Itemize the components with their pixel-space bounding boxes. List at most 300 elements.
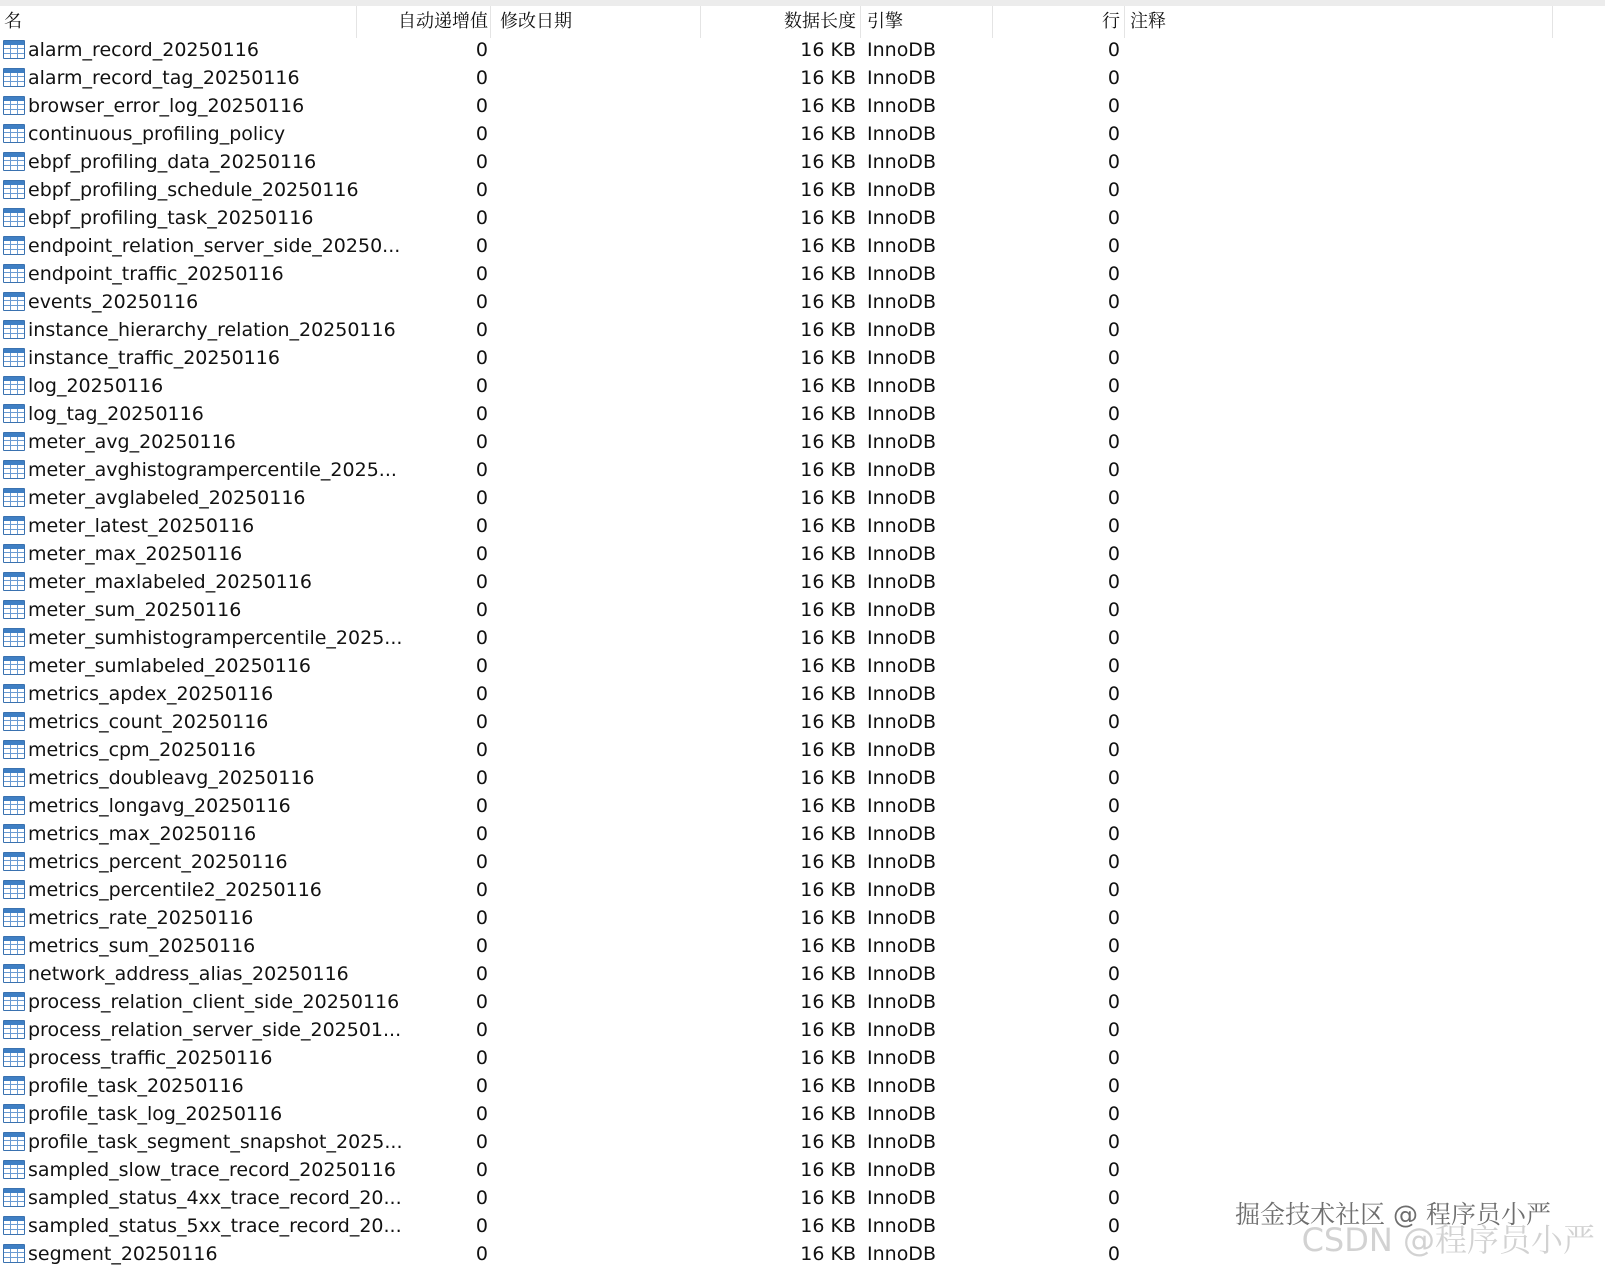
table-row[interactable]	[0, 372, 1605, 400]
rows-cell: 0	[1107, 991, 1120, 1013]
data-length-cell: 16 KB	[800, 431, 856, 453]
column-header-name[interactable]: 名	[4, 11, 22, 32]
table-icon	[3, 796, 25, 815]
auto-increment-cell: 0	[475, 767, 488, 789]
engine-cell: InnoDB	[867, 1019, 936, 1041]
table-icon	[3, 1244, 25, 1263]
table-row[interactable]	[0, 876, 1605, 904]
table-name-cell: meter_avghistogrampercentile_2025...	[28, 459, 397, 481]
engine-cell: InnoDB	[867, 1075, 936, 1097]
table-icon	[3, 40, 25, 59]
rows-cell: 0	[1107, 95, 1120, 117]
table-name-cell: endpoint_relation_server_side_20250...	[28, 235, 401, 257]
data-length-cell: 16 KB	[800, 935, 856, 957]
table-row[interactable]	[0, 316, 1605, 344]
data-length-cell: 16 KB	[800, 375, 856, 397]
table-icon	[3, 180, 25, 199]
table-name-cell: meter_avglabeled_20250116	[28, 487, 306, 509]
engine-cell: InnoDB	[867, 151, 936, 173]
table-name-cell: metrics_max_20250116	[28, 823, 257, 845]
engine-cell: InnoDB	[867, 403, 936, 425]
engine-cell: InnoDB	[867, 851, 936, 873]
data-length-cell: 16 KB	[800, 487, 856, 509]
table-row[interactable]	[0, 64, 1605, 92]
auto-increment-cell: 0	[475, 487, 488, 509]
table-name-cell: meter_avg_20250116	[28, 431, 236, 453]
auto-increment-cell: 0	[475, 459, 488, 481]
engine-cell: InnoDB	[867, 543, 936, 565]
table-row[interactable]	[0, 428, 1605, 456]
table-row[interactable]	[0, 204, 1605, 232]
table-icon	[3, 1048, 25, 1067]
engine-cell: InnoDB	[867, 711, 936, 733]
column-divider[interactable]	[490, 6, 491, 38]
column-header-modified-date[interactable]: 修改日期	[500, 11, 572, 32]
rows-cell: 0	[1107, 879, 1120, 901]
table-icon	[3, 1188, 25, 1207]
table-row[interactable]	[0, 624, 1605, 652]
table-row[interactable]	[0, 456, 1605, 484]
auto-increment-cell: 0	[475, 1187, 488, 1209]
rows-cell: 0	[1107, 851, 1120, 873]
table-row[interactable]	[0, 176, 1605, 204]
column-header-engine[interactable]: 引擎	[867, 11, 903, 32]
auto-increment-cell: 0	[475, 1215, 488, 1237]
rows-cell: 0	[1107, 767, 1120, 789]
data-length-cell: 16 KB	[800, 1047, 856, 1069]
data-length-cell: 16 KB	[800, 235, 856, 257]
rows-cell: 0	[1107, 123, 1120, 145]
data-length-cell: 16 KB	[800, 1243, 856, 1265]
rows-cell: 0	[1107, 263, 1120, 285]
table-icon	[3, 712, 25, 731]
table-name-cell: ebpf_profiling_data_20250116	[28, 151, 317, 173]
rows-cell: 0	[1107, 487, 1120, 509]
auto-increment-cell: 0	[475, 823, 488, 845]
auto-increment-cell: 0	[475, 151, 488, 173]
table-name-cell: profile_task_log_20250116	[28, 1103, 283, 1125]
data-length-cell: 16 KB	[800, 1019, 856, 1041]
rows-cell: 0	[1107, 1019, 1120, 1041]
rows-cell: 0	[1107, 291, 1120, 313]
data-length-cell: 16 KB	[800, 1075, 856, 1097]
auto-increment-cell: 0	[475, 39, 488, 61]
table-name-cell: log_tag_20250116	[28, 403, 204, 425]
table-icon	[3, 1160, 25, 1179]
auto-increment-cell: 0	[475, 627, 488, 649]
engine-cell: InnoDB	[867, 991, 936, 1013]
auto-increment-cell: 0	[475, 543, 488, 565]
table-row[interactable]	[0, 960, 1605, 988]
table-icon	[3, 264, 25, 283]
auto-increment-cell: 0	[475, 655, 488, 677]
table-icon	[3, 628, 25, 647]
auto-increment-cell: 0	[475, 795, 488, 817]
table-icon	[3, 488, 25, 507]
table-name-cell: metrics_percent_20250116	[28, 851, 288, 873]
table-icon	[3, 824, 25, 843]
column-header-comment[interactable]: 注释	[1130, 11, 1166, 32]
table-name-cell: meter_max_20250116	[28, 543, 243, 565]
table-icon	[3, 684, 25, 703]
auto-increment-cell: 0	[475, 1019, 488, 1041]
table-icon	[3, 600, 25, 619]
engine-cell: InnoDB	[867, 683, 936, 705]
table-list	[0, 36, 1605, 1268]
table-row[interactable]	[0, 988, 1605, 1016]
data-length-cell: 16 KB	[800, 67, 856, 89]
engine-cell: InnoDB	[867, 263, 936, 285]
table-icon	[3, 292, 25, 311]
table-icon	[3, 768, 25, 787]
table-icon	[3, 516, 25, 535]
rows-cell: 0	[1107, 179, 1120, 201]
table-row[interactable]	[0, 484, 1605, 512]
table-name-cell: meter_latest_20250116	[28, 515, 255, 537]
table-icon	[3, 1104, 25, 1123]
auto-increment-cell: 0	[475, 375, 488, 397]
column-divider[interactable]	[860, 6, 861, 38]
auto-increment-cell: 0	[475, 879, 488, 901]
data-length-cell: 16 KB	[800, 1159, 856, 1181]
auto-increment-cell: 0	[475, 347, 488, 369]
table-icon	[3, 404, 25, 423]
data-length-cell: 16 KB	[800, 795, 856, 817]
engine-cell: InnoDB	[867, 963, 936, 985]
column-divider[interactable]	[356, 6, 357, 38]
table-icon	[3, 152, 25, 171]
rows-cell: 0	[1107, 1215, 1120, 1237]
rows-cell: 0	[1107, 1103, 1120, 1125]
table-name-cell: meter_maxlabeled_20250116	[28, 571, 312, 593]
table-name-cell: alarm_record_tag_20250116	[28, 67, 300, 89]
table-row[interactable]	[0, 680, 1605, 708]
rows-cell: 0	[1107, 375, 1120, 397]
table-name-cell: meter_sumlabeled_20250116	[28, 655, 312, 677]
rows-cell: 0	[1107, 683, 1120, 705]
table-row[interactable]	[0, 120, 1605, 148]
data-length-cell: 16 KB	[800, 207, 856, 229]
engine-cell: InnoDB	[867, 627, 936, 649]
data-length-cell: 16 KB	[800, 1131, 856, 1153]
table-name-cell: metrics_apdex_20250116	[28, 683, 274, 705]
table-icon	[3, 1020, 25, 1039]
table-icon	[3, 880, 25, 899]
rows-cell: 0	[1107, 571, 1120, 593]
table-icon	[3, 1216, 25, 1235]
engine-cell: InnoDB	[867, 571, 936, 593]
engine-cell: InnoDB	[867, 1187, 936, 1209]
table-name-cell: metrics_sum_20250116	[28, 935, 256, 957]
table-icon	[3, 1132, 25, 1151]
data-length-cell: 16 KB	[800, 851, 856, 873]
rows-cell: 0	[1107, 207, 1120, 229]
table-row[interactable]	[0, 1156, 1605, 1184]
table-icon	[3, 908, 25, 927]
table-name-cell: metrics_count_20250116	[28, 711, 269, 733]
table-name-cell: ebpf_profiling_task_20250116	[28, 207, 314, 229]
rows-cell: 0	[1107, 543, 1120, 565]
engine-cell: InnoDB	[867, 935, 936, 957]
table-icon	[3, 460, 25, 479]
engine-cell: InnoDB	[867, 599, 936, 621]
table-icon	[3, 656, 25, 675]
data-length-cell: 16 KB	[800, 963, 856, 985]
engine-cell: InnoDB	[867, 1243, 936, 1265]
table-row[interactable]	[0, 232, 1605, 260]
data-length-cell: 16 KB	[800, 655, 856, 677]
table-name-cell: endpoint_traffic_20250116	[28, 263, 284, 285]
auto-increment-cell: 0	[475, 1047, 488, 1069]
data-length-cell: 16 KB	[800, 879, 856, 901]
table-row[interactable]	[0, 708, 1605, 736]
table-name-cell: events_20250116	[28, 291, 199, 313]
rows-cell: 0	[1107, 1159, 1120, 1181]
table-row[interactable]	[0, 820, 1605, 848]
table-name-cell: browser_error_log_20250116	[28, 95, 305, 117]
table-name-cell: network_address_alias_20250116	[28, 963, 349, 985]
data-length-cell: 16 KB	[800, 39, 856, 61]
auto-increment-cell: 0	[475, 179, 488, 201]
table-icon	[3, 124, 25, 143]
table-name-cell: metrics_rate_20250116	[28, 907, 254, 929]
table-row[interactable]	[0, 764, 1605, 792]
engine-cell: InnoDB	[867, 1103, 936, 1125]
table-icon	[3, 852, 25, 871]
rows-cell: 0	[1107, 39, 1120, 61]
auto-increment-cell: 0	[475, 1243, 488, 1265]
rows-cell: 0	[1107, 599, 1120, 621]
engine-cell: InnoDB	[867, 515, 936, 537]
engine-cell: InnoDB	[867, 319, 936, 341]
table-row[interactable]	[0, 1128, 1605, 1156]
auto-increment-cell: 0	[475, 235, 488, 257]
auto-increment-cell: 0	[475, 851, 488, 873]
auto-increment-cell: 0	[475, 515, 488, 537]
auto-increment-cell: 0	[475, 67, 488, 89]
watermark-secondary: CSDN @程序员小严	[1301, 1221, 1595, 1259]
table-row[interactable]	[0, 540, 1605, 568]
table-row[interactable]	[0, 904, 1605, 932]
engine-cell: InnoDB	[867, 291, 936, 313]
auto-increment-cell: 0	[475, 991, 488, 1013]
table-row[interactable]	[0, 288, 1605, 316]
table-icon	[3, 572, 25, 591]
engine-cell: InnoDB	[867, 207, 936, 229]
watermark-primary: 掘金技术社区 @ 程序员小严	[1235, 1200, 1551, 1229]
engine-cell: InnoDB	[867, 95, 936, 117]
column-divider[interactable]	[700, 6, 701, 38]
table-row[interactable]	[0, 92, 1605, 120]
table-icon	[3, 68, 25, 87]
auto-increment-cell: 0	[475, 739, 488, 761]
table-row[interactable]	[0, 568, 1605, 596]
table-row[interactable]	[0, 512, 1605, 540]
rows-cell: 0	[1107, 1131, 1120, 1153]
engine-cell: InnoDB	[867, 459, 936, 481]
data-length-cell: 16 KB	[800, 1103, 856, 1125]
table-name-cell: ebpf_profiling_schedule_20250116	[28, 179, 359, 201]
table-name-cell: meter_sumhistogrampercentile_2025...	[28, 627, 403, 649]
table-name-cell: process_relation_client_side_20250116	[28, 991, 400, 1013]
column-divider[interactable]	[1124, 6, 1125, 38]
table-icon	[3, 432, 25, 451]
data-length-cell: 16 KB	[800, 543, 856, 565]
auto-increment-cell: 0	[475, 431, 488, 453]
rows-cell: 0	[1107, 1187, 1120, 1209]
auto-increment-cell: 0	[475, 403, 488, 425]
table-row[interactable]	[0, 1016, 1605, 1044]
auto-increment-cell: 0	[475, 95, 488, 117]
rows-cell: 0	[1107, 151, 1120, 173]
data-length-cell: 16 KB	[800, 515, 856, 537]
auto-increment-cell: 0	[475, 291, 488, 313]
data-length-cell: 16 KB	[800, 711, 856, 733]
data-length-cell: 16 KB	[800, 179, 856, 201]
rows-cell: 0	[1107, 319, 1120, 341]
table-name-cell: instance_hierarchy_relation_20250116	[28, 319, 396, 341]
engine-cell: InnoDB	[867, 1159, 936, 1181]
engine-cell: InnoDB	[867, 375, 936, 397]
table-icon	[3, 320, 25, 339]
table-icon	[3, 1076, 25, 1095]
table-name-cell: metrics_cpm_20250116	[28, 739, 256, 761]
table-icon	[3, 740, 25, 759]
engine-cell: InnoDB	[867, 655, 936, 677]
table-icon	[3, 992, 25, 1011]
table-name-cell: meter_sum_20250116	[28, 599, 242, 621]
engine-cell: InnoDB	[867, 179, 936, 201]
table-icon	[3, 376, 25, 395]
engine-cell: InnoDB	[867, 739, 936, 761]
table-name-cell: sampled_status_5xx_trace_record_20...	[28, 1215, 402, 1237]
rows-cell: 0	[1107, 515, 1120, 537]
column-divider[interactable]	[1552, 6, 1553, 38]
data-length-cell: 16 KB	[800, 291, 856, 313]
table-name-cell: log_20250116	[28, 375, 164, 397]
data-length-cell: 16 KB	[800, 823, 856, 845]
table-name-cell: metrics_percentile2_20250116	[28, 879, 322, 901]
table-row[interactable]	[0, 596, 1605, 624]
table-name-cell: segment_20250116	[28, 1243, 218, 1265]
engine-cell: InnoDB	[867, 347, 936, 369]
auto-increment-cell: 0	[475, 319, 488, 341]
auto-increment-cell: 0	[475, 683, 488, 705]
table-icon	[3, 964, 25, 983]
table-row[interactable]	[0, 792, 1605, 820]
data-length-cell: 16 KB	[800, 403, 856, 425]
engine-cell: InnoDB	[867, 907, 936, 929]
table-name-cell: instance_traffic_20250116	[28, 347, 280, 369]
rows-cell: 0	[1107, 347, 1120, 369]
auto-increment-cell: 0	[475, 207, 488, 229]
table-name-cell: process_traffic_20250116	[28, 1047, 273, 1069]
auto-increment-cell: 0	[475, 1103, 488, 1125]
table-icon	[3, 544, 25, 563]
rows-cell: 0	[1107, 235, 1120, 257]
table-row[interactable]	[0, 1100, 1605, 1128]
data-length-cell: 16 KB	[800, 599, 856, 621]
data-length-cell: 16 KB	[800, 263, 856, 285]
table-row[interactable]	[0, 344, 1605, 372]
table-icon	[3, 936, 25, 955]
table-row[interactable]	[0, 932, 1605, 960]
auto-increment-cell: 0	[475, 1159, 488, 1181]
data-length-cell: 16 KB	[800, 319, 856, 341]
engine-cell: InnoDB	[867, 1215, 936, 1237]
table-row[interactable]	[0, 652, 1605, 680]
data-length-cell: 16 KB	[800, 123, 856, 145]
engine-cell: InnoDB	[867, 431, 936, 453]
table-row[interactable]	[0, 148, 1605, 176]
auto-increment-cell: 0	[475, 1131, 488, 1153]
rows-cell: 0	[1107, 795, 1120, 817]
table-name-cell: metrics_doubleavg_20250116	[28, 767, 315, 789]
engine-cell: InnoDB	[867, 235, 936, 257]
data-length-cell: 16 KB	[800, 347, 856, 369]
engine-cell: InnoDB	[867, 879, 936, 901]
rows-cell: 0	[1107, 739, 1120, 761]
table-icon	[3, 96, 25, 115]
rows-cell: 0	[1107, 711, 1120, 733]
data-length-cell: 16 KB	[800, 151, 856, 173]
table-icon	[3, 236, 25, 255]
table-name-cell: process_relation_server_side_202501...	[28, 1019, 402, 1041]
table-row[interactable]	[0, 848, 1605, 876]
table-icon	[3, 208, 25, 227]
table-row[interactable]	[0, 260, 1605, 288]
data-length-cell: 16 KB	[800, 1215, 856, 1237]
auto-increment-cell: 0	[475, 963, 488, 985]
rows-cell: 0	[1107, 403, 1120, 425]
table-name-cell: sampled_status_4xx_trace_record_20...	[28, 1187, 402, 1209]
data-length-cell: 16 KB	[800, 683, 856, 705]
data-length-cell: 16 KB	[800, 1187, 856, 1209]
table-row[interactable]	[0, 1072, 1605, 1100]
auto-increment-cell: 0	[475, 935, 488, 957]
engine-cell: InnoDB	[867, 823, 936, 845]
table-name-cell: profile_task_segment_snapshot_2025...	[28, 1131, 403, 1153]
table-row[interactable]	[0, 736, 1605, 764]
table-icon	[3, 348, 25, 367]
rows-cell: 0	[1107, 67, 1120, 89]
engine-cell: InnoDB	[867, 795, 936, 817]
rows-cell: 0	[1107, 907, 1120, 929]
rows-cell: 0	[1107, 963, 1120, 985]
table-row[interactable]	[0, 400, 1605, 428]
table-name-cell: alarm_record_20250116	[28, 39, 259, 61]
rows-cell: 0	[1107, 823, 1120, 845]
engine-cell: InnoDB	[867, 123, 936, 145]
engine-cell: InnoDB	[867, 39, 936, 61]
table-name-cell: sampled_slow_trace_record_20250116	[28, 1159, 396, 1181]
table-name-cell: profile_task_20250116	[28, 1075, 244, 1097]
data-length-cell: 16 KB	[800, 627, 856, 649]
table-row[interactable]	[0, 1044, 1605, 1072]
engine-cell: InnoDB	[867, 1131, 936, 1153]
data-length-cell: 16 KB	[800, 459, 856, 481]
table-row[interactable]	[0, 36, 1605, 64]
rows-cell: 0	[1107, 655, 1120, 677]
auto-increment-cell: 0	[475, 599, 488, 621]
column-header-rows[interactable]: 行	[1102, 11, 1120, 32]
rows-cell: 0	[1107, 459, 1120, 481]
rows-cell: 0	[1107, 1047, 1120, 1069]
column-header-data-length[interactable]: 数据长度	[784, 11, 856, 32]
column-divider[interactable]	[992, 6, 993, 38]
column-header-auto-increment[interactable]: 自动递增值	[398, 11, 488, 32]
data-length-cell: 16 KB	[800, 767, 856, 789]
